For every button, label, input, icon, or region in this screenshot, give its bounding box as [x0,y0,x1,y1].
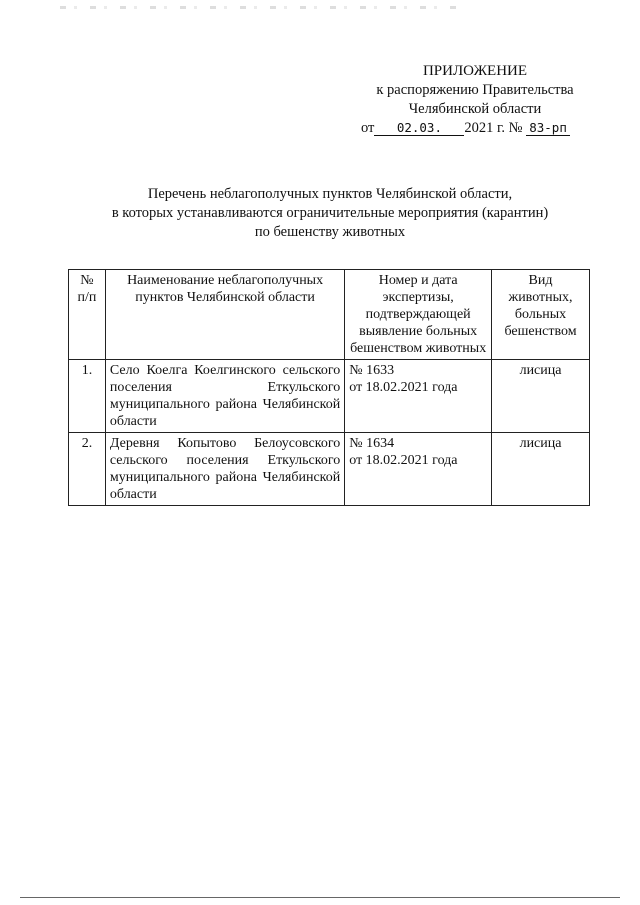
expertise-number: № 1633 [349,363,395,378]
row-expertise [345,360,492,433]
appendix-line-2: Челябинской области [408,101,542,117]
row-animal: лисица [492,360,590,433]
header-number: № п/п [69,270,106,360]
order-number: 83-рп [526,121,570,136]
date-prefix: от [361,120,375,136]
table-row [69,360,590,433]
row-location: Деревня Копытово Белоусовского сельского поселения Еткульского муниципального района Челябинской области [105,433,344,506]
row-animal: лисица [492,433,590,506]
row-number: 2. [69,433,106,506]
document-heading [70,185,590,242]
heading-line-2: в которых устанавливаются ограничительные мероприятия (карантин) [111,205,549,221]
date-value: 02.03. [374,121,464,136]
row-location: Село Коелга Коелгинского сельского поселения Еткульского муниципального района Челябинской области [105,360,344,433]
scan-artifact [60,6,460,9]
appendix-date-line [355,119,595,138]
appendix-title: ПРИЛОЖЕНИЕ [422,63,528,79]
appendix-line-1: к распоряжению Правительства [376,82,574,98]
year-text: 2021 г. № [464,120,523,136]
appendix-block [355,62,595,138]
expertise-date: от 18.02.2021 года [349,453,458,468]
header-expertise: Номер и дата экспертизы, подтверждающей выявление больных бешенством животных [345,270,492,360]
page-bottom-rule [20,897,620,898]
header-location: Наименование неблагополучных пунктов Челябинской области [105,270,344,360]
table-row [69,433,590,506]
expertise-date: от 18.02.2021 года [349,380,458,395]
outbreak-table [68,269,590,506]
expertise-number: № 1634 [349,436,395,451]
row-expertise [345,433,492,506]
heading-line-1: Перечень неблагополучных пунктов Челябинской области, [147,186,513,202]
heading-line-3: по бешенству животных [254,224,406,240]
table-header-row [69,270,590,360]
row-number: 1. [69,360,106,433]
header-animal: Вид животных, больных бешенством [492,270,590,360]
